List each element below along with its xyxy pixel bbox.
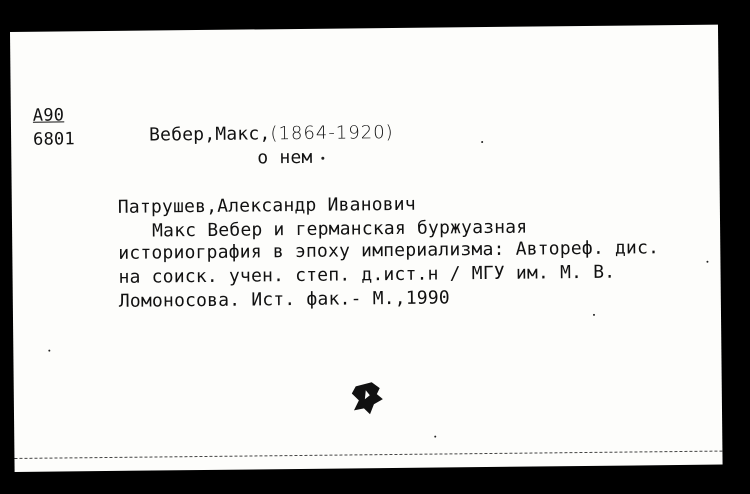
call-number-bottom: 6801: [33, 129, 75, 150]
ink-stamp-mark: [350, 380, 386, 418]
title-line-2: историография в эпоху империализма: Автореф. дис.: [118, 237, 660, 264]
heading-name: Вебер,Макс,: [148, 123, 271, 146]
paper-speck: [593, 314, 595, 316]
paper-speck: [706, 261, 708, 263]
card-edge-line: [14, 451, 722, 459]
paper-speck: [321, 157, 324, 160]
paper-speck: [481, 141, 483, 143]
paper-speck: [434, 436, 436, 438]
call-number-top: A90: [32, 105, 65, 126]
subject-subheading: о нем: [257, 146, 313, 169]
author-line: Патрушев,Александр Иванович: [117, 193, 416, 218]
title-line-3: на соиск. учен. степ. д.ист.н / МГУ им. М. В.: [118, 261, 616, 288]
title-line-1: Макс Вебер и германская буржуазная: [151, 216, 528, 242]
subject-heading: [149, 122, 394, 146]
catalog-card: [10, 25, 723, 472]
heading-dates: (1864-1920): [270, 121, 394, 145]
title-line-4: Ломоносова. Ист. фак.- М.,1990: [118, 287, 451, 312]
paper-speck: [48, 350, 50, 352]
